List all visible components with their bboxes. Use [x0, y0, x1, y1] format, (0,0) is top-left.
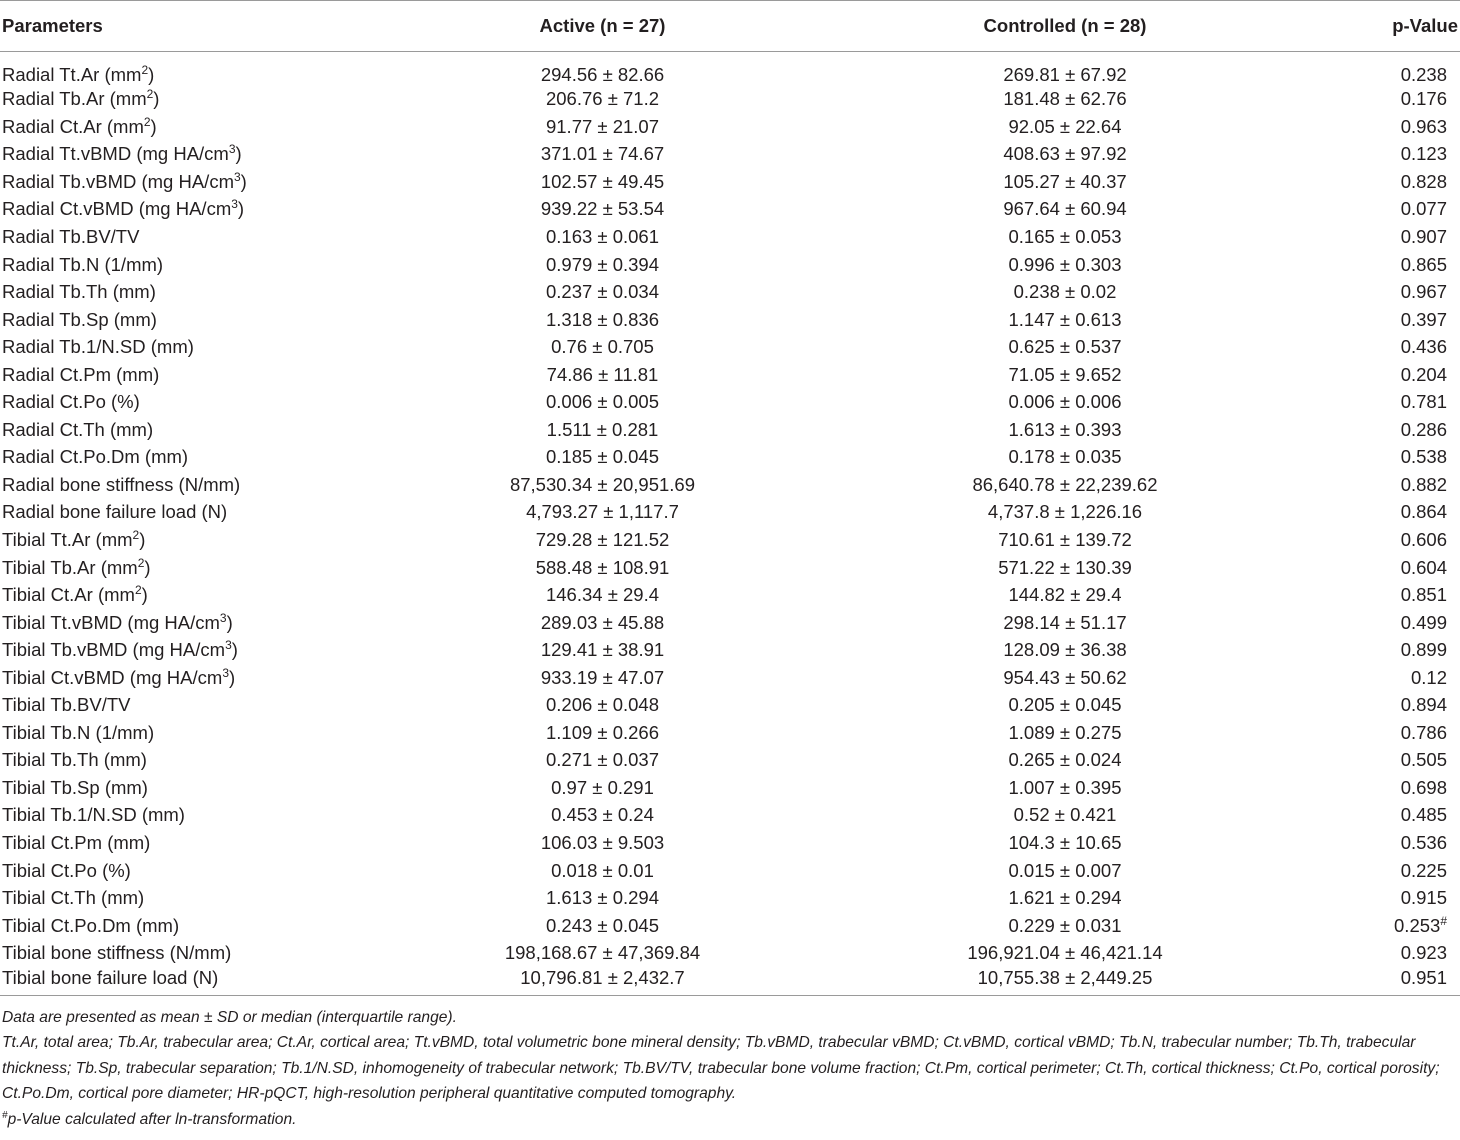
table-row — [0, 581, 1460, 609]
table-row — [0, 278, 1460, 306]
cell-parameter — [0, 168, 420, 196]
cell-parameter — [0, 223, 420, 251]
p-value: 0.851 — [1400, 584, 1447, 606]
p-value: 0.967 — [1400, 281, 1447, 303]
cell-active: 0.76 ± 0.705 — [551, 336, 654, 358]
table-row — [0, 526, 1460, 554]
cell-controlled: 1.613 ± 0.393 — [1008, 418, 1122, 440]
cell-controlled: 408.63 ± 97.92 — [1003, 143, 1127, 165]
cell-controlled: 298.14 ± 51.17 — [1003, 611, 1127, 633]
parameter-label: Radial Tt.Ar (mm — [2, 64, 142, 85]
table-row — [0, 85, 1460, 113]
cell-parameter — [0, 967, 420, 996]
cell-active: 102.57 ± 49.45 — [540, 170, 665, 192]
table-row — [0, 498, 1460, 526]
unit-close: ) — [141, 584, 148, 606]
unit-close: ) — [226, 611, 233, 633]
cell-parameter — [0, 416, 420, 444]
p-value: 0.915 — [1400, 887, 1447, 909]
parameter-label: Tibial Ct.vBMD (mg HA/cm — [2, 666, 223, 688]
cell-parameter — [0, 884, 420, 912]
cell-active: 0.243 ± 0.045 — [545, 914, 660, 936]
cell-parameter — [0, 608, 420, 636]
cell-controlled: 710.61 ± 139.72 — [998, 529, 1132, 551]
cell-controlled: 4,737.8 ± 1,226.16 — [987, 501, 1143, 523]
cell-parameter — [0, 719, 420, 747]
p-value: 0.698 — [1400, 776, 1447, 798]
cell-p-value — [1320, 250, 1460, 278]
p-value: 0.606 — [1400, 529, 1447, 551]
cell-parameter — [0, 801, 420, 829]
cell-controlled: 181.48 ± 62.76 — [1003, 88, 1127, 110]
cell-active: 1.318 ± 0.836 — [545, 308, 660, 330]
cell-active: 1.109 ± 0.266 — [545, 721, 660, 743]
cell-parameter — [0, 85, 420, 113]
table-row — [0, 608, 1460, 636]
cell-controlled: 1.089 ± 0.275 — [1008, 721, 1122, 743]
cell-active: 0.453 ± 0.24 — [551, 804, 654, 826]
table-row — [0, 746, 1460, 774]
cell-controlled: 105.27 ± 40.37 — [1003, 170, 1127, 192]
parameter-label: Radial Tb.Ar (mm — [2, 88, 147, 110]
cell-controlled: 144.82 ± 29.4 — [1008, 584, 1122, 606]
note-abbreviations: Tt.Ar, total area; Tb.Ar, trabecular area; Ct.Ar, cortical area; Tt.vBMD, total volumetric bone mineral density; Tb.vBMD, trabecular vBMD; Ct.vBMD, cortical vBMD; Tb.N, trabecular number; Tb.Th, trabecular thickness; Tb.Sp, trabecular separation; Tb.1/N.SD, inhomogeneity of trabecular network; Tb.BV/TV, trabecular bone volume fraction; Ct.Pm, cortical perimeter; Ct.Th, cortical thickness; Ct.Po, cortical porosity; Ct.Po.Dm, cortical pore diameter; HR-pQCT, high-resolution peripheral quantitative computed tomography. — [2, 1034, 1440, 1102]
table-row — [0, 388, 1460, 416]
cell-controlled: 0.165 ± 0.053 — [1008, 226, 1122, 247]
unit-close: ) — [237, 198, 245, 220]
cell-parameter — [0, 52, 420, 86]
cell-p-value — [1320, 746, 1460, 774]
table-row — [0, 471, 1460, 499]
cell-parameter — [0, 388, 420, 416]
cell-active: 0.206 ± 0.048 — [545, 694, 660, 716]
cell-parameter — [0, 691, 420, 719]
cell-p-value — [1320, 553, 1460, 581]
cell-parameter — [0, 553, 420, 581]
table-row — [0, 553, 1460, 581]
parameter-label: Radial Ct.vBMD (mg HA/cm — [2, 198, 232, 220]
cell-controlled: 571.22 ± 130.39 — [998, 556, 1132, 578]
cell-controlled: 0.006 ± 0.006 — [1008, 391, 1122, 413]
cell-active: 0.237 ± 0.034 — [545, 281, 660, 303]
table-notes — [0, 996, 1460, 1133]
table-row — [0, 168, 1460, 196]
parameter-label: Tibial bone failure load (N) — [2, 966, 219, 988]
parameter-label: Tibial Ct.Th (mm) — [2, 887, 145, 909]
cell-p-value — [1320, 333, 1460, 361]
unit-exponent: 3 — [222, 665, 229, 680]
cell-p-value — [1320, 416, 1460, 444]
table-row — [0, 939, 1460, 967]
table-row — [0, 967, 1460, 996]
cell-active: 146.34 ± 29.4 — [545, 584, 660, 606]
unit-exponent: 2 — [146, 87, 154, 102]
cell-controlled: 0.265 ± 0.024 — [1008, 749, 1122, 771]
p-value: 0.963 — [1400, 115, 1447, 137]
parameter-label: Tibial Tb.Th (mm) — [2, 749, 147, 771]
table-row — [0, 636, 1460, 664]
unit-exponent: 3 — [228, 142, 236, 157]
cell-parameter — [0, 526, 420, 554]
cell-p-value — [1320, 801, 1460, 829]
unit-exponent: 2 — [134, 583, 142, 598]
cell-p-value — [1320, 85, 1460, 113]
parameter-label: Radial Tb.Th (mm) — [2, 281, 156, 303]
parameter-label: Tibial Tt.Ar (mm — [2, 529, 133, 551]
header-p-value: p-Value — [1320, 1, 1460, 52]
unit-exponent: 2 — [137, 555, 145, 570]
cell-p-value — [1320, 52, 1460, 86]
cell-p-value — [1320, 856, 1460, 884]
header-active: Active (n = 27) — [420, 1, 775, 52]
cell-p-value — [1320, 195, 1460, 223]
cell-p-value — [1320, 388, 1460, 416]
cell-p-value — [1320, 526, 1460, 554]
cell-controlled: 269.81 ± 67.92 — [1003, 64, 1127, 85]
cell-parameter — [0, 443, 420, 471]
cell-parameter — [0, 195, 420, 223]
cell-active: 106.03 ± 9.503 — [540, 832, 665, 854]
unit-exponent: 3 — [225, 638, 232, 653]
p-value: 0.828 — [1400, 170, 1447, 192]
cell-parameter — [0, 113, 420, 141]
unit-exponent: 3 — [231, 197, 238, 212]
cell-p-value — [1320, 663, 1460, 691]
cell-parameter — [0, 498, 420, 526]
cell-active: 294.56 ± 82.66 — [540, 64, 665, 85]
parameter-label: Radial Ct.Th (mm) — [2, 418, 154, 440]
table-row — [0, 801, 1460, 829]
parameter-label: Radial Tb.N (1/mm) — [2, 253, 164, 275]
p-value: 0.286 — [1400, 418, 1447, 440]
p-value: 0.397 — [1400, 308, 1447, 330]
cell-controlled: 0.015 ± 0.007 — [1008, 859, 1122, 881]
cell-controlled: 196,921.04 ± 46,421.14 — [967, 942, 1163, 964]
cell-active: 4,793.27 ± 1,117.7 — [526, 501, 679, 523]
note-data-presentation: Data are presented as mean ± SD or median (interquartile range). — [2, 1008, 457, 1026]
unit-close: ) — [139, 529, 146, 551]
cell-controlled: 0.625 ± 0.537 — [1008, 336, 1122, 358]
p-value: 0.176 — [1400, 88, 1447, 110]
cell-active: 0.018 ± 0.01 — [551, 859, 654, 881]
cell-active: 1.613 ± 0.294 — [545, 887, 660, 909]
parameter-label: Tibial Tb.Sp (mm) — [2, 776, 148, 798]
cell-p-value — [1320, 223, 1460, 251]
cell-p-value — [1320, 939, 1460, 967]
cell-controlled: 0.52 ± 0.421 — [1013, 804, 1117, 826]
footnote-mark: # — [2, 1109, 8, 1121]
cell-active: 729.28 ± 121.52 — [535, 529, 670, 551]
parameter-label: Radial Ct.Po (%) — [2, 391, 140, 413]
cell-p-value — [1320, 140, 1460, 168]
cell-parameter — [0, 333, 420, 361]
cell-p-value — [1320, 305, 1460, 333]
p-value: 0.436 — [1400, 336, 1447, 358]
cell-controlled: 0.229 ± 0.031 — [1008, 914, 1122, 936]
table-header-row — [0, 1, 1460, 52]
parameter-label: Tibial Tt.vBMD (mg HA/cm — [2, 611, 220, 633]
p-value: 0.538 — [1400, 446, 1447, 468]
unit-close: ) — [231, 639, 238, 661]
p-value: 0.882 — [1400, 473, 1447, 495]
cell-active: 206.76 ± 71.2 — [545, 88, 660, 110]
cell-p-value — [1320, 774, 1460, 802]
p-value: 0.604 — [1400, 556, 1447, 578]
p-value: 0.907 — [1400, 226, 1447, 247]
parameter-label: Radial Tb.vBMD (mg HA/cm — [2, 170, 234, 192]
cell-controlled: 1.147 ± 0.613 — [1008, 308, 1122, 330]
cell-p-value — [1320, 113, 1460, 141]
table-body — [0, 52, 1460, 996]
cell-controlled: 1.621 ± 0.294 — [1008, 887, 1122, 909]
cell-parameter — [0, 829, 420, 857]
table-row — [0, 416, 1460, 444]
table-row — [0, 911, 1460, 939]
p-value: 0.499 — [1400, 611, 1447, 633]
cell-p-value — [1320, 608, 1460, 636]
cell-p-value — [1320, 719, 1460, 747]
cell-active: 0.163 ± 0.061 — [545, 226, 660, 247]
cell-p-value — [1320, 581, 1460, 609]
cell-p-value — [1320, 168, 1460, 196]
cell-p-value — [1320, 884, 1460, 912]
cell-active: 74.86 ± 11.81 — [546, 363, 659, 385]
cell-active: 371.01 ± 74.67 — [540, 143, 665, 165]
footnote-text: p-Value calculated after ln-transformation. — [7, 1110, 297, 1128]
cell-p-value — [1320, 636, 1460, 664]
parameter-label: Tibial Tb.vBMD (mg HA/cm — [2, 639, 226, 661]
cell-controlled: 104.3 ± 10.65 — [1008, 832, 1122, 854]
table-row — [0, 305, 1460, 333]
cell-controlled: 10,755.38 ± 2,449.25 — [775, 967, 1320, 996]
p-value: 0.786 — [1400, 721, 1447, 743]
cell-controlled: 954.43 ± 50.62 — [1003, 666, 1127, 688]
parameter-label: Radial Tb.Sp (mm) — [2, 308, 157, 330]
cell-active: 129.41 ± 38.91 — [540, 639, 665, 661]
p-value: 0.864 — [1400, 501, 1447, 523]
cell-controlled: 71.05 ± 9.652 — [1008, 363, 1122, 385]
cell-parameter — [0, 774, 420, 802]
cell-controlled: 0.996 ± 0.303 — [1008, 253, 1122, 275]
p-value: 0.225 — [1400, 859, 1447, 881]
cell-active: 588.48 ± 108.91 — [535, 556, 670, 578]
cell-p-value — [1320, 443, 1460, 471]
unit-close: ) — [148, 64, 155, 85]
cell-p-value — [1320, 967, 1460, 996]
cell-active: 939.22 ± 53.54 — [540, 198, 665, 220]
unit-close: ) — [153, 88, 160, 110]
p-value: 0.951 — [1400, 966, 1447, 988]
cell-active: 0.185 ± 0.045 — [545, 446, 660, 468]
table-row — [0, 113, 1460, 141]
p-value: 0.204 — [1400, 363, 1447, 385]
parameter-label: Tibial Ct.Po (%) — [2, 859, 131, 881]
cell-p-value — [1320, 498, 1460, 526]
table-row — [0, 884, 1460, 912]
unit-close: ) — [235, 143, 242, 165]
note-footnote — [2, 1107, 1458, 1133]
parameter-label: Tibial Tb.1/N.SD (mm) — [2, 804, 185, 826]
cell-parameter — [0, 636, 420, 664]
cell-active: 198,168.67 ± 47,369.84 — [504, 942, 701, 964]
cell-parameter — [0, 278, 420, 306]
p-value: 0.894 — [1400, 694, 1447, 716]
cell-controlled: 0.205 ± 0.045 — [1008, 694, 1122, 716]
p-value: 0.781 — [1400, 391, 1447, 413]
cell-active: 289.03 ± 45.88 — [540, 611, 665, 633]
table-row — [0, 52, 1460, 86]
cell-controlled: 1.007 ± 0.395 — [1008, 776, 1122, 798]
parameter-label: Radial Ct.Po.Dm (mm) — [2, 446, 189, 468]
table-row — [0, 360, 1460, 388]
table-row — [0, 250, 1460, 278]
cell-parameter — [0, 939, 420, 967]
cell-p-value — [1320, 829, 1460, 857]
table-row — [0, 195, 1460, 223]
parameter-label: Tibial Tb.N (1/mm) — [2, 721, 155, 743]
cell-active: 10,796.81 ± 2,432.7 — [420, 967, 775, 996]
parameter-label: Radial Tt.vBMD (mg HA/cm — [2, 143, 229, 165]
table-row — [0, 140, 1460, 168]
unit-close: ) — [144, 556, 151, 578]
cell-parameter — [0, 663, 420, 691]
cell-active: 87,530.34 ± 20,951.69 — [509, 473, 696, 495]
parameter-label: Radial Tb.BV/TV — [2, 226, 140, 247]
cell-p-value — [1320, 911, 1460, 939]
cell-p-value — [1320, 471, 1460, 499]
unit-exponent: 2 — [132, 528, 140, 543]
p-value: 0.923 — [1400, 942, 1447, 964]
cell-controlled: 0.238 ± 0.02 — [1013, 281, 1117, 303]
parameter-label: Tibial bone stiffness (N/mm) — [2, 942, 232, 964]
table-row — [0, 663, 1460, 691]
p-value: 0.899 — [1400, 639, 1447, 661]
parameter-label: Radial bone failure load (N) — [2, 501, 228, 523]
parameter-label: Tibial Ct.Po.Dm (mm) — [2, 914, 180, 936]
cell-parameter — [0, 856, 420, 884]
unit-close: ) — [240, 170, 247, 192]
p-value: 0.123 — [1400, 143, 1447, 165]
parameter-label: Tibial Ct.Pm (mm) — [2, 832, 151, 854]
cell-controlled: 0.178 ± 0.035 — [1008, 446, 1122, 468]
cell-controlled: 967.64 ± 60.94 — [1003, 198, 1127, 220]
cell-controlled: 92.05 ± 22.64 — [1008, 115, 1122, 137]
cell-parameter — [0, 360, 420, 388]
unit-exponent: 2 — [141, 63, 149, 77]
cell-p-value — [1320, 360, 1460, 388]
p-value: 0.536 — [1400, 832, 1447, 854]
table-row — [0, 223, 1460, 251]
parameter-label: Tibial Ct.Ar (mm — [2, 584, 135, 606]
parameter-label: Radial bone stiffness (N/mm) — [2, 473, 241, 495]
parameter-label: Radial Ct.Pm (mm) — [2, 363, 160, 385]
p-value: 0.485 — [1400, 804, 1447, 826]
unit-exponent: 3 — [219, 610, 227, 625]
table-row — [0, 691, 1460, 719]
p-value: 0.077 — [1400, 198, 1447, 220]
cell-p-value — [1320, 691, 1460, 719]
cell-parameter — [0, 471, 420, 499]
cell-active: 91.77 ± 21.07 — [545, 115, 660, 137]
p-value: 0.253 — [1394, 914, 1441, 936]
header-parameters: Parameters — [0, 1, 420, 52]
p-value: 0.12 — [1410, 666, 1447, 688]
cell-active: 1.511 ± 0.281 — [546, 418, 659, 440]
parameter-label: Radial Ct.Ar (mm — [2, 115, 144, 137]
parameter-label: Tibial Tb.BV/TV — [2, 694, 131, 716]
cell-controlled: 86,640.78 ± 22,239.62 — [972, 473, 1158, 495]
cell-parameter — [0, 911, 420, 939]
cell-parameter — [0, 581, 420, 609]
footnote-mark: # — [1440, 913, 1447, 928]
unit-exponent: 2 — [143, 114, 151, 129]
unit-close: ) — [229, 666, 236, 688]
cell-parameter — [0, 746, 420, 774]
cell-parameter — [0, 250, 420, 278]
cell-parameter — [0, 140, 420, 168]
table-row — [0, 829, 1460, 857]
parameter-label: Radial Tb.1/N.SD (mm) — [2, 336, 194, 358]
cell-active: 0.979 ± 0.394 — [545, 253, 660, 275]
parameter-label: Tibial Tb.Ar (mm — [2, 556, 138, 578]
table-row — [0, 774, 1460, 802]
unit-exponent: 3 — [233, 169, 241, 184]
cell-parameter — [0, 305, 420, 333]
cell-controlled: 128.09 ± 36.38 — [1003, 639, 1127, 661]
p-value: 0.505 — [1400, 749, 1447, 771]
cell-p-value — [1320, 278, 1460, 306]
cell-active: 0.271 ± 0.037 — [545, 749, 660, 771]
cell-active: 0.97 ± 0.291 — [551, 776, 654, 798]
cell-active: 933.19 ± 47.07 — [540, 666, 665, 688]
table-row — [0, 856, 1460, 884]
header-controlled: Controlled (n = 28) — [775, 1, 1320, 52]
cell-active: 0.006 ± 0.005 — [545, 391, 660, 413]
table-row — [0, 443, 1460, 471]
unit-close: ) — [150, 115, 157, 137]
p-value: 0.865 — [1400, 253, 1447, 275]
table-row — [0, 719, 1460, 747]
p-value: 0.238 — [1400, 64, 1447, 85]
table-row — [0, 333, 1460, 361]
